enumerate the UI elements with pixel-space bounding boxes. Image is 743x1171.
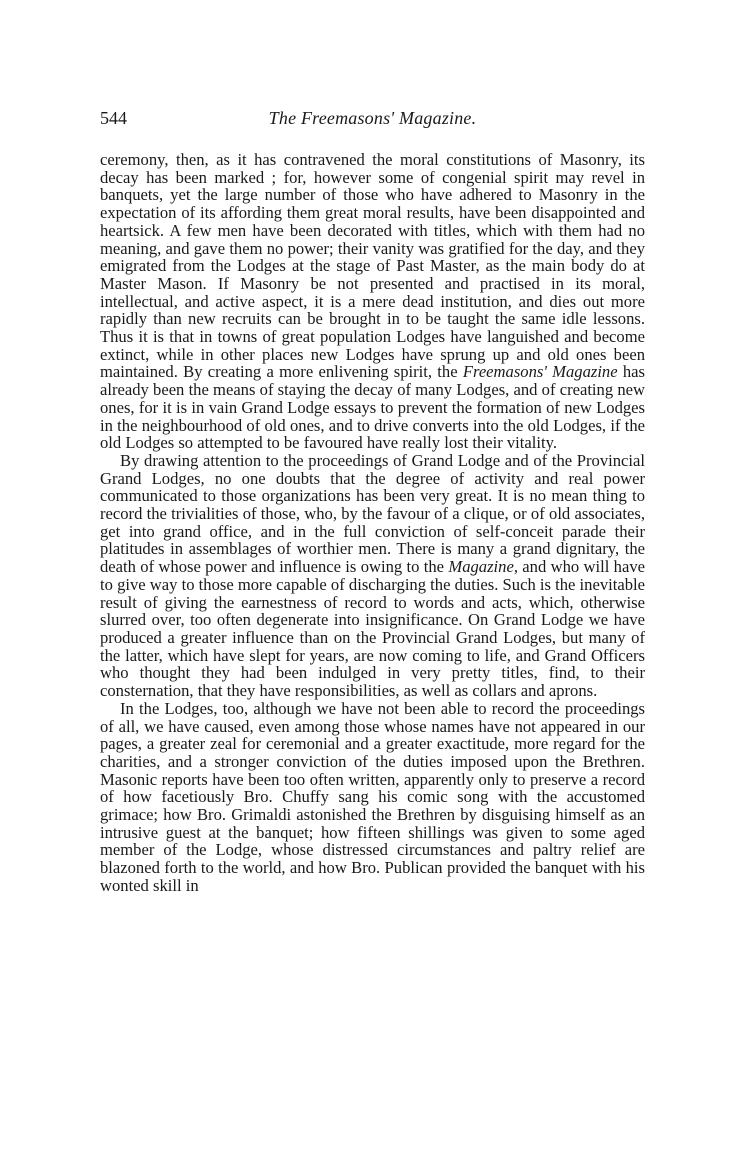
paragraph-2-italic-title: Magazine <box>448 557 514 577</box>
page-header <box>100 108 645 134</box>
running-title: The Freemasons' Magazine. <box>268 108 477 128</box>
paragraph-3-text: In the Lodges, too, although we have not been able to record the proceedings of all, we have caused, even among those whose names have not appeared in our pages, a greater zeal for ceremonial and a greater exactitude, more regard for the charities, and a stronger conviction of the duties imposed upon the Brethren. Masonic reports have been too often written, apparently only to preserve a record of how facetiously Bro. Chuffy sang his comic song with the accustomed grimace; how Bro. Grimaldi astonished the Brethren by disguising himself as an intrusive guest at the banquet; how fifteen shillings was given to some aged member of the Lodge, whose distressed circumstances and paltry relief are blazoned forth to the world, and how Bro. Publican provided the banquet with his wonted skill in <box>100 698 645 895</box>
article-body <box>100 151 645 895</box>
paragraph-2 <box>100 452 645 700</box>
paragraph-1-text-b: has already been the means of staying the decay of many Lodges, and of creating new ones, for it is in vain Grand Lodge essays to prevent the formation of new Lodges in the neighbourhood of old ones, and to drive converts into the old Lodges, if the old Lodges so attempted to be favoured have really lost their vitality. <box>100 362 645 453</box>
paragraph-1-text-a: ceremony, then, as it has contravened the moral constitutions of Masonry, its decay has been marked ; for, however some of congenial spirit may revel in banquets, yet the large number of those who have adhered to Masonry in the expectation of its affording them great moral results, have been disappointed and heartsick. A few men have been decorated with titles, which with them had no meaning, and gave them no power; their vanity was gratified for the day, and they emigrated from the Lodges at the stage of Past Master, as the main body do at Master Mason. If Masonry be not presented and practised in its moral, intellectual, and active aspect, it is a mere dead institution, and dies out more rapidly than new recruits can be brought in to be taught the same idle lessons. Thus it is that in towns of great population Lodges have languished and become extinct, while in other places new Lodges have sprung up and old ones been maintained. By creating a more enlivening spirit, the <box>100 150 645 382</box>
paragraph-1 <box>100 151 645 452</box>
paragraph-3 <box>100 700 645 895</box>
paragraph-2-text-a: By drawing attention to the proceedings of Grand Lodge and of the Provincial Grand Lodges, no one doubts that the degree of activity and real power communicated to those organizations has been very great. It is no mean thing to record the trivialities of those, who, by the favour of a clique, or of old associates, get into grand office, and in the full conviction of self-conceit parade their platitudes in assemblages of worthier men. There is many a grand dignitary, the death of whose power and influence is owing to the <box>100 450 645 577</box>
page-number: 544 <box>100 108 127 128</box>
paragraph-1-italic-title: Freemasons' Magazine <box>462 362 618 382</box>
paragraph-2-text-b: , and who will have to give way to those more capable of discharging the duties. Such is the inevitable result of giving the earnestness of record to words and acts, which, otherwise slurred over, too often degenerate into insignificance. On Grand Lodge we have produced a greater influence than on the Provincial Grand Lodges, but many of the latter, which have slept for years, are now coming to life, and Grand Officers who thought they had been indulged in very pretty titles, find, to their consternation, that they have responsibilities, as well as collars and aprons. <box>100 557 645 701</box>
